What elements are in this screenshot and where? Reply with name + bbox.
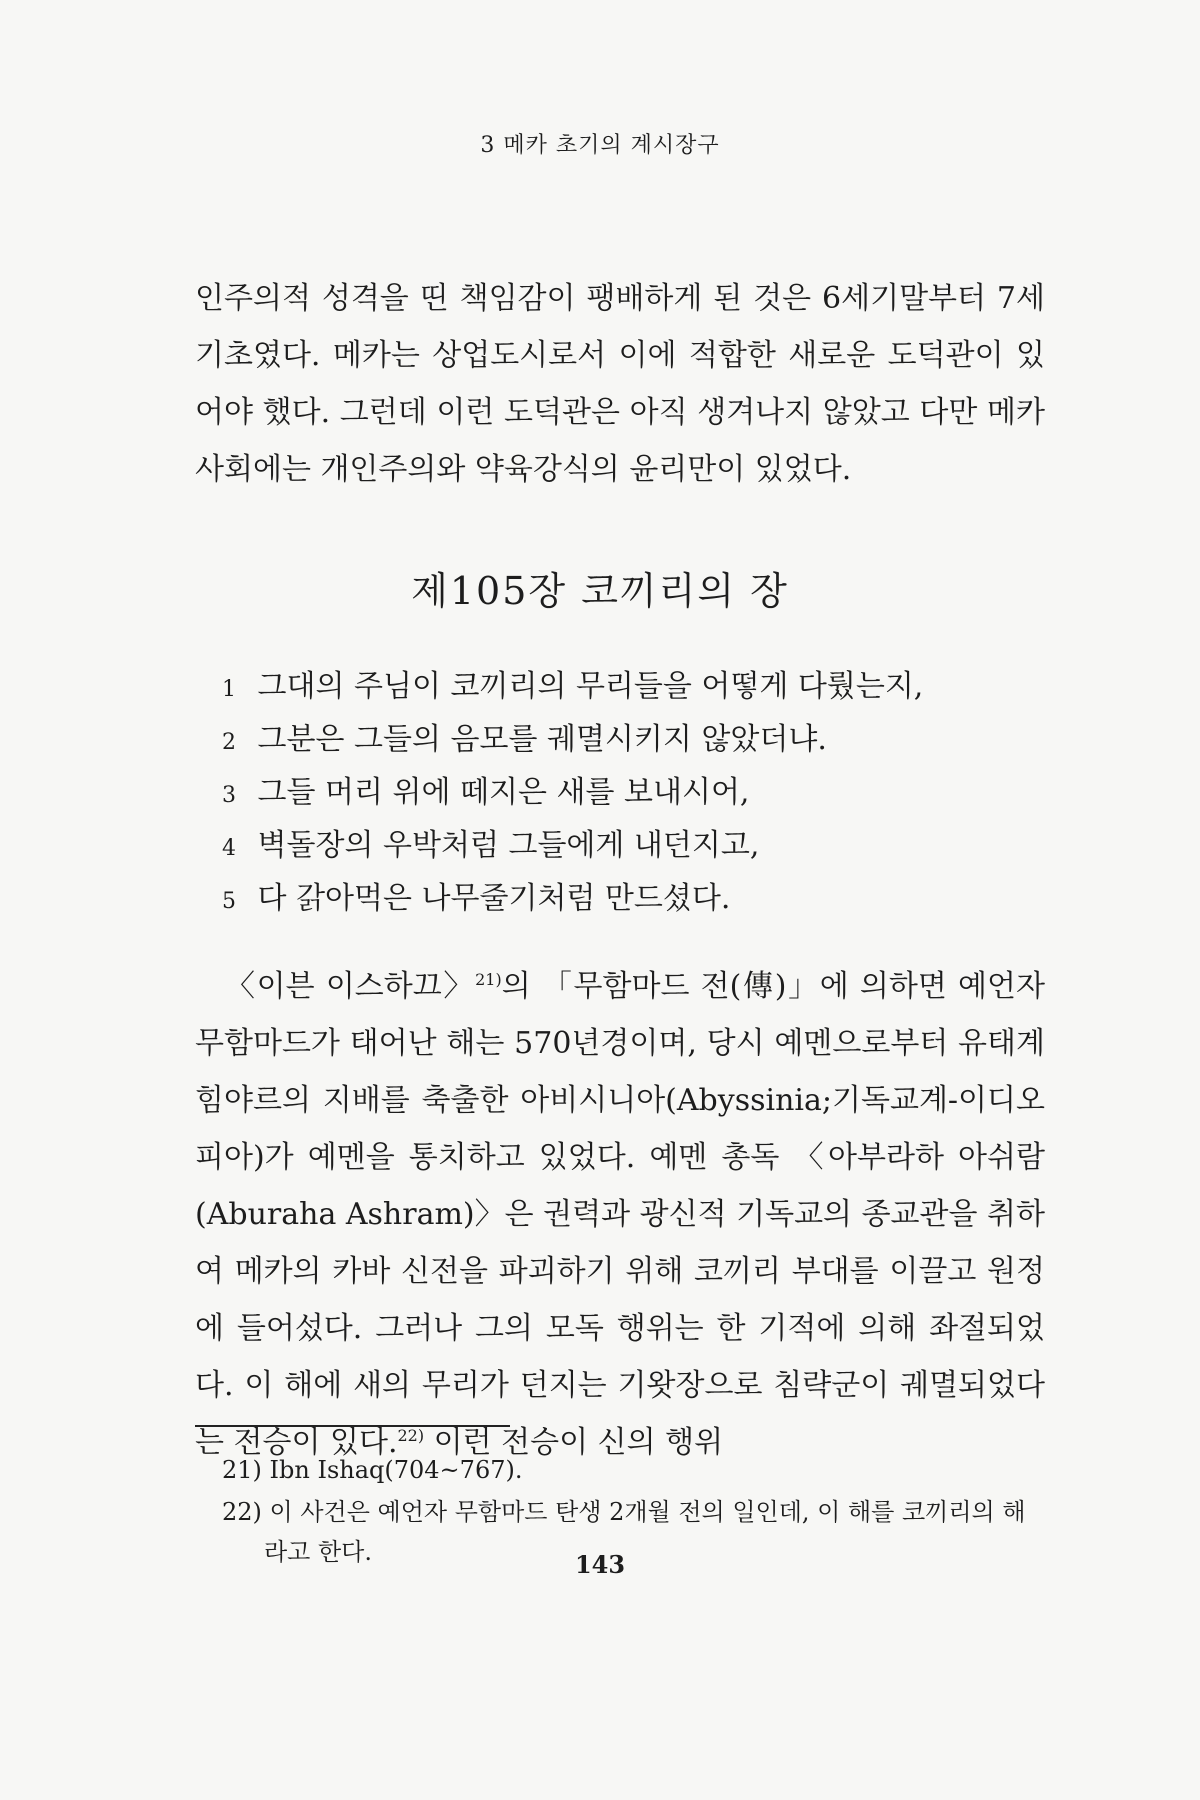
verse-line xyxy=(222,662,1022,715)
verse-number: 5 xyxy=(222,889,236,914)
verse-text: 그대의 주님이 코끼리의 무리들을 어떻게 다뤘는지, xyxy=(257,669,924,704)
verse-text: 그들 머리 위에 떼지은 새를 보내시어, xyxy=(257,775,750,810)
verse-number: 2 xyxy=(222,730,236,755)
verse-text: 그분은 그들의 음모를 궤멸시키지 않았더냐. xyxy=(257,722,827,757)
verse-text: 다 갉아먹은 나무줄기처럼 만드셨다. xyxy=(257,881,731,916)
verse-number: 3 xyxy=(222,783,236,808)
verse-text: 벽돌장의 우박처럼 그들에게 내던지고, xyxy=(257,828,760,863)
verse-line xyxy=(222,715,1022,768)
page-number: 143 xyxy=(574,1550,626,1579)
commentary-text-3: 이런 전승이 신의 행위 xyxy=(424,1425,724,1460)
footnote-ref-21: 21) xyxy=(475,970,502,989)
chapter-title: 제105장 코끼리의 장 xyxy=(411,569,789,613)
verse-line xyxy=(222,821,1022,874)
verse-number: 1 xyxy=(222,677,236,702)
running-header: 3 메카 초기의 계시장구 xyxy=(480,133,720,158)
footnote-divider xyxy=(195,1425,510,1427)
verse-list xyxy=(222,662,1022,927)
commentary-paragraph xyxy=(195,958,1045,1471)
verse-line xyxy=(222,768,1022,821)
commentary-text-2: 의 「무함마드 전(傳)」에 의하면 예언자 무함마드가 태어난 해는 570년경이며, 당시 예멘으로부터 유태계 힘야르의 지배를 축출한 아비시니아(Abyssinia;기독교계-이디오피아)가 예멘을 통치하고 있었다. 예멘 총독 〈아부라하 아쉬람(Aburaha Ashram)〉은 권력과 광신적 기독교의 종교관을 취하여 메카의 카바 신전을 파괴하기 위해 코끼리 부대를 이끌고 원정에 들어섰다. 그러나 그의 모독 행위는 한 기적에 의해 좌절되었다. 이 해에 새의 무리가 던지는 기왓장으로 침략군이 궤멸되었다는 전승이 있다. xyxy=(195,969,1045,1460)
verse-line xyxy=(222,874,1022,927)
footnote-ref-22: 22) xyxy=(397,1426,425,1445)
intro-paragraph: 인주의적 성격을 띤 책임감이 팽배하게 된 것은 6세기말부터 7세기초였다. 메카는 상업도시로서 이에 적합한 새로운 도덕관이 있어야 했다. 그런데 이런 도덕관은 아직 생겨나지 않았고 다만 메카 사회에는 개인주의와 약육강식의 윤리만이 있었다. xyxy=(195,281,1045,487)
intro-paragraph-block xyxy=(195,270,1045,498)
commentary-text-1: 〈이븐 이스하끄〉 xyxy=(225,969,476,1004)
footnote-22: 22) 이 사건은 예언자 무함마드 탄생 2개월 전의 일인데, 이 해를 코끼리의 해라고 한다. xyxy=(222,1498,1026,1566)
verse-number: 4 xyxy=(222,836,236,861)
commentary-block xyxy=(195,958,1045,1471)
footnote-21: 21) Ibn Ishaq(704~767). xyxy=(222,1456,523,1484)
